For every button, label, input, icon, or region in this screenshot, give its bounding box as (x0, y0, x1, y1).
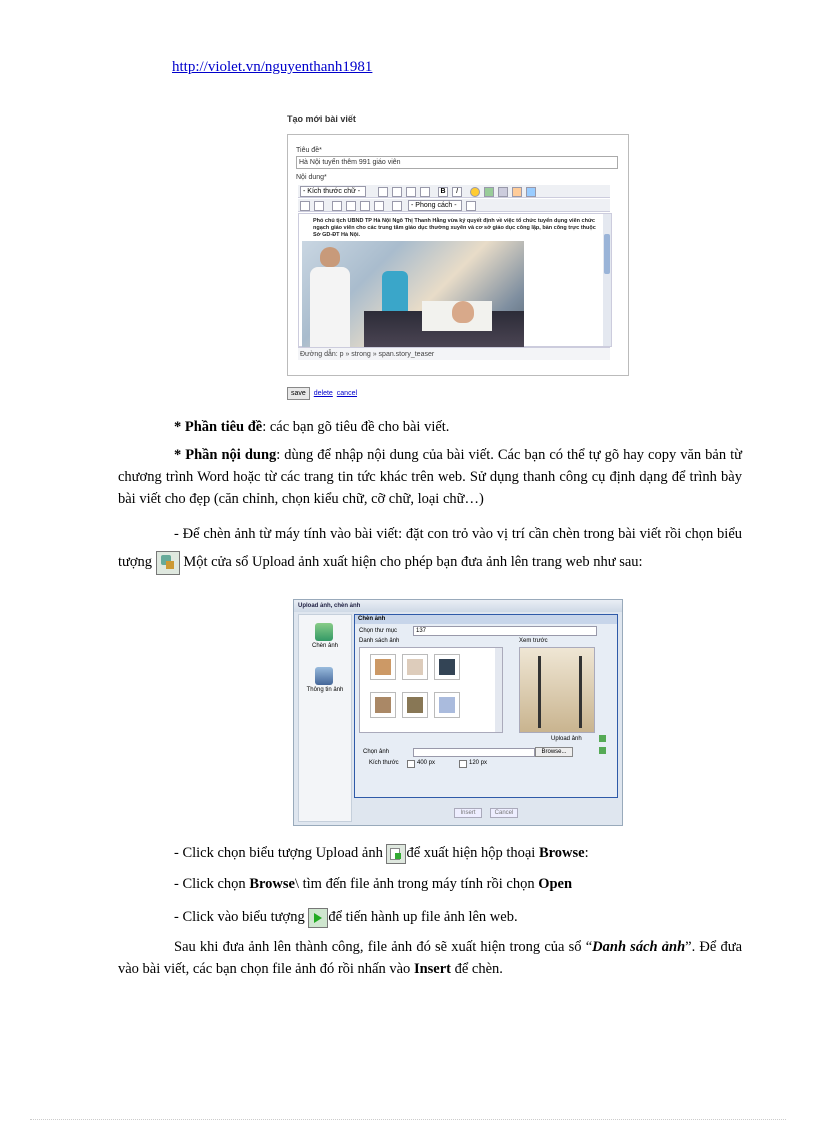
browse-button[interactable]: Browse... (535, 747, 573, 757)
save-button[interactable]: save (287, 387, 310, 400)
para-after-text-c: ”. Để đưa vào bài viết, các bạn chọn file ảnh đó rồi nhấn vào (118, 939, 743, 977)
para-content-bold: * Phần nội dung (174, 447, 277, 463)
size-label: Kích thước (369, 760, 399, 766)
unordered-list-icon[interactable] (346, 201, 356, 211)
para-content-text: : dùng để nhập nội dung của bài viết. Các bạn có thể tự gõ hay copy văn bản từ chương trình Word hoặc từ các trang tin tức khác trên web. Sử dụng thanh công cụ định dạng để trình bày bài viết cho đẹp (căn chỉnh, chọn kiểu chữ, cỡ chữ, loại chữ…) (118, 447, 742, 507)
para-after-upload (118, 936, 742, 980)
para-insert-image (118, 520, 742, 576)
step-2-browse: Browse (249, 876, 295, 892)
thumb-4[interactable] (370, 692, 396, 718)
indent-icon[interactable] (374, 201, 384, 211)
outdent-icon[interactable] (360, 201, 370, 211)
folder-select[interactable]: 137 (413, 626, 597, 636)
element-path: Đường dẫn: p » strong » span.story_teaser (298, 347, 610, 360)
align-left-icon[interactable] (378, 187, 388, 197)
emoticon-icon[interactable] (470, 187, 480, 197)
step-2-text-a: - Click chọn (174, 876, 246, 892)
step-2-text-c: \ tìm đến file ảnh trong máy tính rồi chọn (294, 876, 535, 892)
italic-icon[interactable]: I (452, 187, 462, 197)
style-select[interactable]: - Phong cách - (408, 200, 462, 211)
image-list (359, 647, 503, 733)
list-scrollbar[interactable] (495, 648, 502, 732)
align-right-icon[interactable] (406, 187, 416, 197)
undo-icon[interactable] (300, 201, 310, 211)
align-center-icon[interactable] (392, 187, 402, 197)
upload-image-icon (386, 844, 406, 864)
para-insert-text-b: Một cửa sổ Upload ảnh xuất hiện cho phép bạn đưa ảnh lên trang web như sau: (183, 554, 643, 570)
upload-icon[interactable] (526, 187, 536, 197)
para-after-text-e: để chèn. (454, 961, 503, 977)
insert-image-side-icon[interactable] (315, 623, 333, 641)
para-title-text: : các bạn gõ tiêu đề cho bài viết. (262, 419, 450, 435)
step-1-text-b: để xuất hiện hộp thoại (406, 845, 536, 861)
image-info-side-icon[interactable] (315, 667, 333, 685)
teacher-figure (310, 267, 350, 357)
para-title-section (118, 416, 742, 438)
step-1-colon: : (584, 845, 589, 861)
thumb-2[interactable] (402, 654, 428, 680)
editor-heading: Tạo mới bài viết (287, 114, 356, 124)
image-icon[interactable] (484, 187, 494, 197)
size-120-checkbox[interactable] (459, 760, 467, 768)
cleanup-icon[interactable] (392, 201, 402, 211)
choose-label: Chọn ảnh (363, 749, 390, 755)
thumb-6[interactable] (434, 692, 460, 718)
step-3 (174, 906, 742, 928)
size-400-checkbox[interactable] (407, 760, 415, 768)
size-120-label: 120 px (469, 760, 488, 766)
preview-label: Xem trước (519, 638, 548, 644)
title-input[interactable]: Hà Nội tuyển thêm 991 giáo viên (296, 156, 618, 169)
student-head (452, 301, 474, 323)
upload-go-icon (308, 908, 328, 928)
para-title-bold: * Phần tiêu đề (174, 419, 263, 435)
step-2 (174, 873, 742, 895)
align-justify-icon[interactable] (420, 187, 430, 197)
classroom-photo (302, 241, 524, 357)
dialog-title: Upload ảnh, chèn ảnh (294, 600, 622, 612)
bold-icon[interactable]: B (438, 187, 448, 197)
dialog-cancel-button[interactable]: Cancel (490, 808, 518, 818)
upload-label: Upload ảnh (551, 736, 582, 742)
para-insert-text-a: - Để chèn ảnh từ máy tính vào bài viết: đặt con trỏ vào vị trí cần chèn trong bài viết rồi chọn biểu tượng (118, 526, 742, 570)
step-3-text-b: để tiến hành up file ảnh lên web. (328, 909, 518, 925)
list-label: Danh sách ảnh (359, 638, 400, 644)
text-color-icon[interactable] (466, 201, 476, 211)
insert-button[interactable]: Insert (454, 808, 482, 818)
insert-image-icon (156, 551, 180, 575)
content-scrollbar[interactable] (603, 214, 611, 346)
panel-title: Chèn ảnh (355, 615, 617, 624)
para-content-section (118, 444, 742, 510)
dialog-sidebar (298, 614, 352, 822)
upload-dialog (293, 599, 623, 826)
file-input[interactable] (413, 748, 535, 757)
cancel-link[interactable]: cancel (336, 390, 358, 397)
folder-label: Chọn thư mục (359, 628, 398, 634)
content-label: Nội dung* (296, 174, 327, 181)
preview-box (519, 647, 595, 733)
side-info-label[interactable]: Thông tin ảnh (306, 687, 344, 693)
format-toolbar (298, 185, 610, 198)
side-insert-label[interactable]: Chèn ảnh (311, 643, 339, 649)
step-3-text-a: - Click vào biểu tượng (174, 909, 305, 925)
upload-go-icon[interactable] (599, 747, 606, 754)
insert-image-icon[interactable] (512, 187, 522, 197)
editor-panel (287, 134, 629, 376)
step-1 (174, 842, 742, 864)
footer-divider (30, 1119, 786, 1120)
thumb-3[interactable] (434, 654, 460, 680)
thumb-1[interactable] (370, 654, 396, 680)
thumb-5[interactable] (402, 692, 428, 718)
size-400-label: 400 px (417, 760, 436, 766)
preview-image (538, 656, 582, 728)
step-2-open: Open (538, 876, 573, 892)
header-link[interactable]: http://violet.vn/nguyenthanh1981 (172, 59, 373, 75)
step-1-bold: Browse (538, 845, 585, 861)
format-toolbar-2 (298, 199, 610, 212)
title-label: Tiêu đề* (296, 147, 322, 154)
dialog-main-panel (354, 614, 618, 798)
ordered-list-icon[interactable] (332, 201, 342, 211)
step-1-text-a: - Click chọn biểu tượng Upload ảnh (174, 845, 383, 861)
editor-actions (287, 387, 357, 400)
content-text: Phó chủ tịch UBND TP Hà Nội Ngô Thị Thanh Hằng vừa ký quyết định về việc tổ chức tuyển dụng viên chức ngạch giáo viên cho các trung tâm giáo dục thường xuyên và cơ sở giáo dục công lập, bàn công trực thuộc Sở GD-ĐT Hà Nội. (313, 218, 596, 238)
table-icon[interactable] (498, 187, 508, 197)
para-after-text-a: Sau khi đưa ảnh lên thành công, file ảnh đó sẽ xuất hiện trong của sổ “ (174, 939, 593, 955)
font-size-select[interactable]: - Kích thước chữ - (300, 186, 366, 197)
person-head (320, 247, 340, 267)
para-after-insert: Insert (413, 961, 451, 977)
redo-icon[interactable] (314, 201, 324, 211)
upload-icon[interactable] (599, 735, 606, 742)
para-after-list-name: Danh sách ảnh (592, 939, 686, 955)
delete-link[interactable]: delete (313, 390, 333, 397)
